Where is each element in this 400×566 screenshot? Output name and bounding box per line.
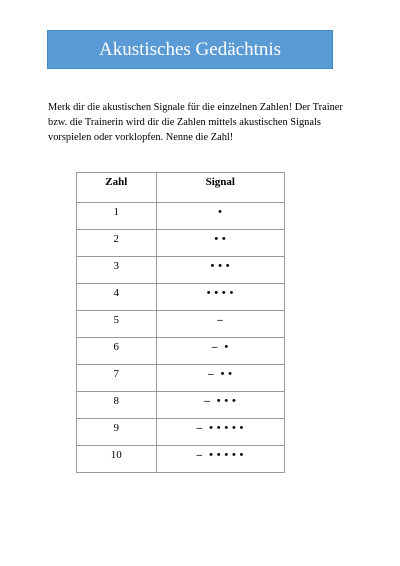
signal-cell: • — [156, 203, 284, 230]
number-cell: 9 — [77, 419, 157, 446]
table-row — [77, 392, 285, 419]
number-cell: 2 — [77, 230, 157, 257]
signal-cell: – • • — [156, 365, 284, 392]
signal-cell: – • • • — [156, 392, 284, 419]
instructions-text: Merk dir die akustischen Signale für die einzelnen Zahlen! Der Trainer bzw. die Trainerin wird dir die Zahlen mittels akustischen Signals vorspielen oder vorklopfen. Nenne die Zahl! — [48, 102, 343, 143]
number-cell: 3 — [77, 257, 157, 284]
number-cell: 8 — [77, 392, 157, 419]
table-row — [77, 257, 285, 284]
signal-cell: – • • • • • — [156, 419, 284, 446]
number-cell: 6 — [77, 338, 157, 365]
column-header-number: Zahl — [77, 173, 157, 203]
number-cell: 7 — [77, 365, 157, 392]
number-cell: 5 — [77, 311, 157, 338]
column-header-signal: Signal — [156, 173, 284, 203]
signal-cell: • • — [156, 230, 284, 257]
table-row — [77, 311, 285, 338]
table-header-row — [77, 173, 285, 203]
signal-cell: • • • • — [156, 284, 284, 311]
page-title: Akustisches Gedächtnis — [98, 39, 282, 60]
signal-cell: – • • • • • — [156, 446, 284, 473]
signal-table — [76, 172, 285, 473]
signal-cell: – — [156, 311, 284, 338]
table-row — [77, 284, 285, 311]
title-banner — [47, 30, 333, 69]
number-cell: 10 — [77, 446, 157, 473]
table-row — [77, 203, 285, 230]
number-cell: 4 — [77, 284, 157, 311]
signal-cell: • • • — [156, 257, 284, 284]
table-row — [77, 419, 285, 446]
table-row — [77, 365, 285, 392]
number-cell: 1 — [77, 203, 157, 230]
table-row — [77, 446, 285, 473]
table-row — [77, 230, 285, 257]
table-row — [77, 338, 285, 365]
signal-cell: – • — [156, 338, 284, 365]
